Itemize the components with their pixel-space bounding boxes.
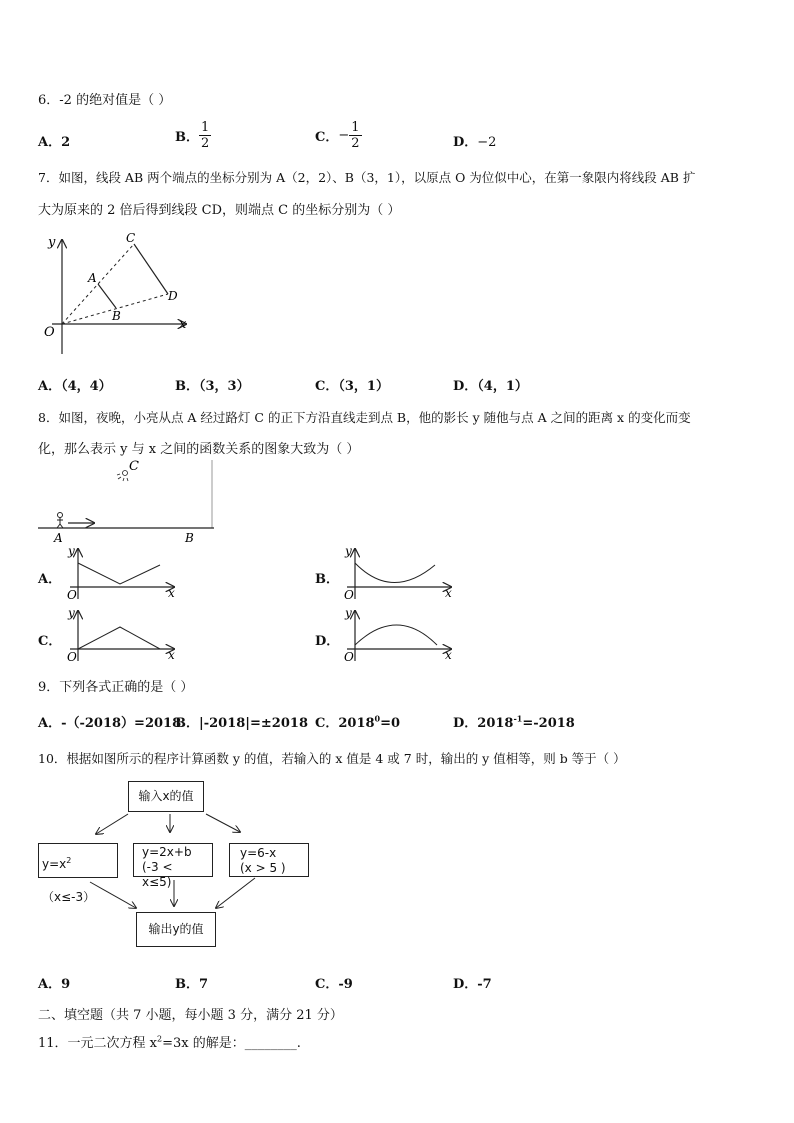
section-heading: 二、填空题（共 7 小题，每小题 3 分，满分 21 分） (38, 1008, 343, 1023)
q8-graph-a (60, 543, 180, 601)
q8-option-a-label: A． (38, 572, 62, 587)
curve-u-shape (355, 563, 435, 583)
q8-line2: 化，那么表示 y 与 x 之间的函数关系的图象大致为（ ） (38, 442, 360, 457)
svg-text:x: x (168, 586, 175, 600)
svg-text:y: y (345, 544, 352, 558)
svg-text:O: O (344, 650, 354, 663)
svg-text:x: x (445, 648, 452, 662)
q8-graph-c (60, 605, 180, 663)
q6-option-a: A．2 (38, 135, 71, 150)
segment-cd (134, 244, 168, 294)
q7-option-d: D．（4，1） (453, 379, 528, 394)
street-lamp-icon (117, 471, 128, 482)
flow-left-box: $y=x^2(x\le-3)$ (38, 843, 118, 878)
q8-option-d-label: D． (315, 634, 340, 649)
curve-v-shape (78, 563, 160, 584)
q10-option-c: C．-9 (315, 977, 353, 992)
q7-line1: 7．如图，线段 AB 两个端点的坐标分别为 A（2，2）、B（3，1），以原点 O 为位似中心，在第一象限内将线段 AB 扩 (38, 170, 696, 185)
q9-option-a: A．-（-2018）=2018 (38, 716, 182, 731)
q10-flow-arrows (0, 770, 794, 960)
q11-stem: 11．一元二次方程 $x^2=3x$ 的解是：________. (38, 1034, 301, 1051)
svg-text:y: y (345, 606, 352, 620)
person-icon (57, 513, 63, 529)
label-o: O (44, 325, 55, 340)
label-d: D (168, 289, 178, 303)
q9-option-d: D．$2018^{-1}=-2018$ (453, 713, 575, 731)
segment-ab (98, 284, 116, 308)
q6-option-d: D．−2 (453, 135, 497, 150)
label-x: x (179, 317, 187, 332)
flow-input-box: 输入x的值 (128, 781, 204, 812)
curve-tent-shape (78, 627, 160, 649)
label-a: A (54, 531, 63, 544)
svg-text:x: x (168, 648, 175, 662)
q8-line1: 8．如图，夜晚，小亮从点 A 经过路灯 C 的正下方沿直线走到点 B，他的影长 y 随他与点 A 之间的距离 x 的变化而变 (38, 410, 691, 425)
svg-text:O: O (67, 588, 77, 601)
q9-option-b: B．|-2018|=±2018 (175, 716, 308, 731)
label-c: C (126, 231, 136, 245)
svg-text:O: O (67, 650, 77, 663)
q7-line2: 大为原来的 2 倍后得到线段 CD，则端点 C 的坐标分别为（ ） (38, 203, 401, 218)
q10-option-a: A．9 (38, 977, 71, 992)
q7-option-b: B．（3，3） (175, 379, 250, 394)
q10-option-b: B．7 (175, 977, 209, 992)
q9-stem: 9．下列各式正确的是（ ） (38, 680, 194, 695)
q6-stem: 6．-2 的绝对值是（ ） (38, 93, 172, 108)
label-a: A (88, 271, 97, 285)
svg-text:y: y (68, 606, 75, 620)
answer-blank[interactable]: ________ (244, 1036, 297, 1051)
svg-text:y: y (68, 544, 75, 558)
q7-option-a: A．（4，4） (38, 379, 112, 394)
flow-output-box: 输出y的值 (136, 912, 216, 947)
q8-graph-b (337, 543, 457, 601)
flow-middle-box: y=2x+b (-3 < x≤5) (133, 843, 213, 877)
q6-option-b: B． $\frac{1}{2}$ (175, 120, 210, 151)
curve-arch-shape (355, 625, 437, 645)
q10-stem: 10．根据如图所示的程序计算函数 y 的值，若输入的 x 值是 4 或 7 时，输出的 y 值相等，则 b 等于（ ） (38, 751, 626, 766)
label-b: B (112, 309, 121, 323)
q8-graph-d (337, 605, 457, 663)
q6-option-c: C．− $\frac{1}{2}$ (315, 120, 360, 151)
label-c: C (129, 459, 139, 474)
q8-scene (38, 458, 218, 544)
q7-option-c: C．（3，1） (315, 379, 389, 394)
svg-text:O: O (344, 588, 354, 601)
q9-option-c: C．$2018^0=0$ (315, 713, 401, 731)
flow-right-box: y=6-x (x > 5 ) (229, 843, 309, 877)
q8-option-b-label: B． (315, 572, 339, 587)
q8-option-c-label: C． (38, 634, 62, 649)
svg-text:x: x (445, 586, 452, 600)
label-b: B (185, 531, 194, 544)
q10-option-d: D．-7 (453, 977, 492, 992)
q7-figure (38, 228, 198, 358)
label-y: y (48, 235, 56, 250)
